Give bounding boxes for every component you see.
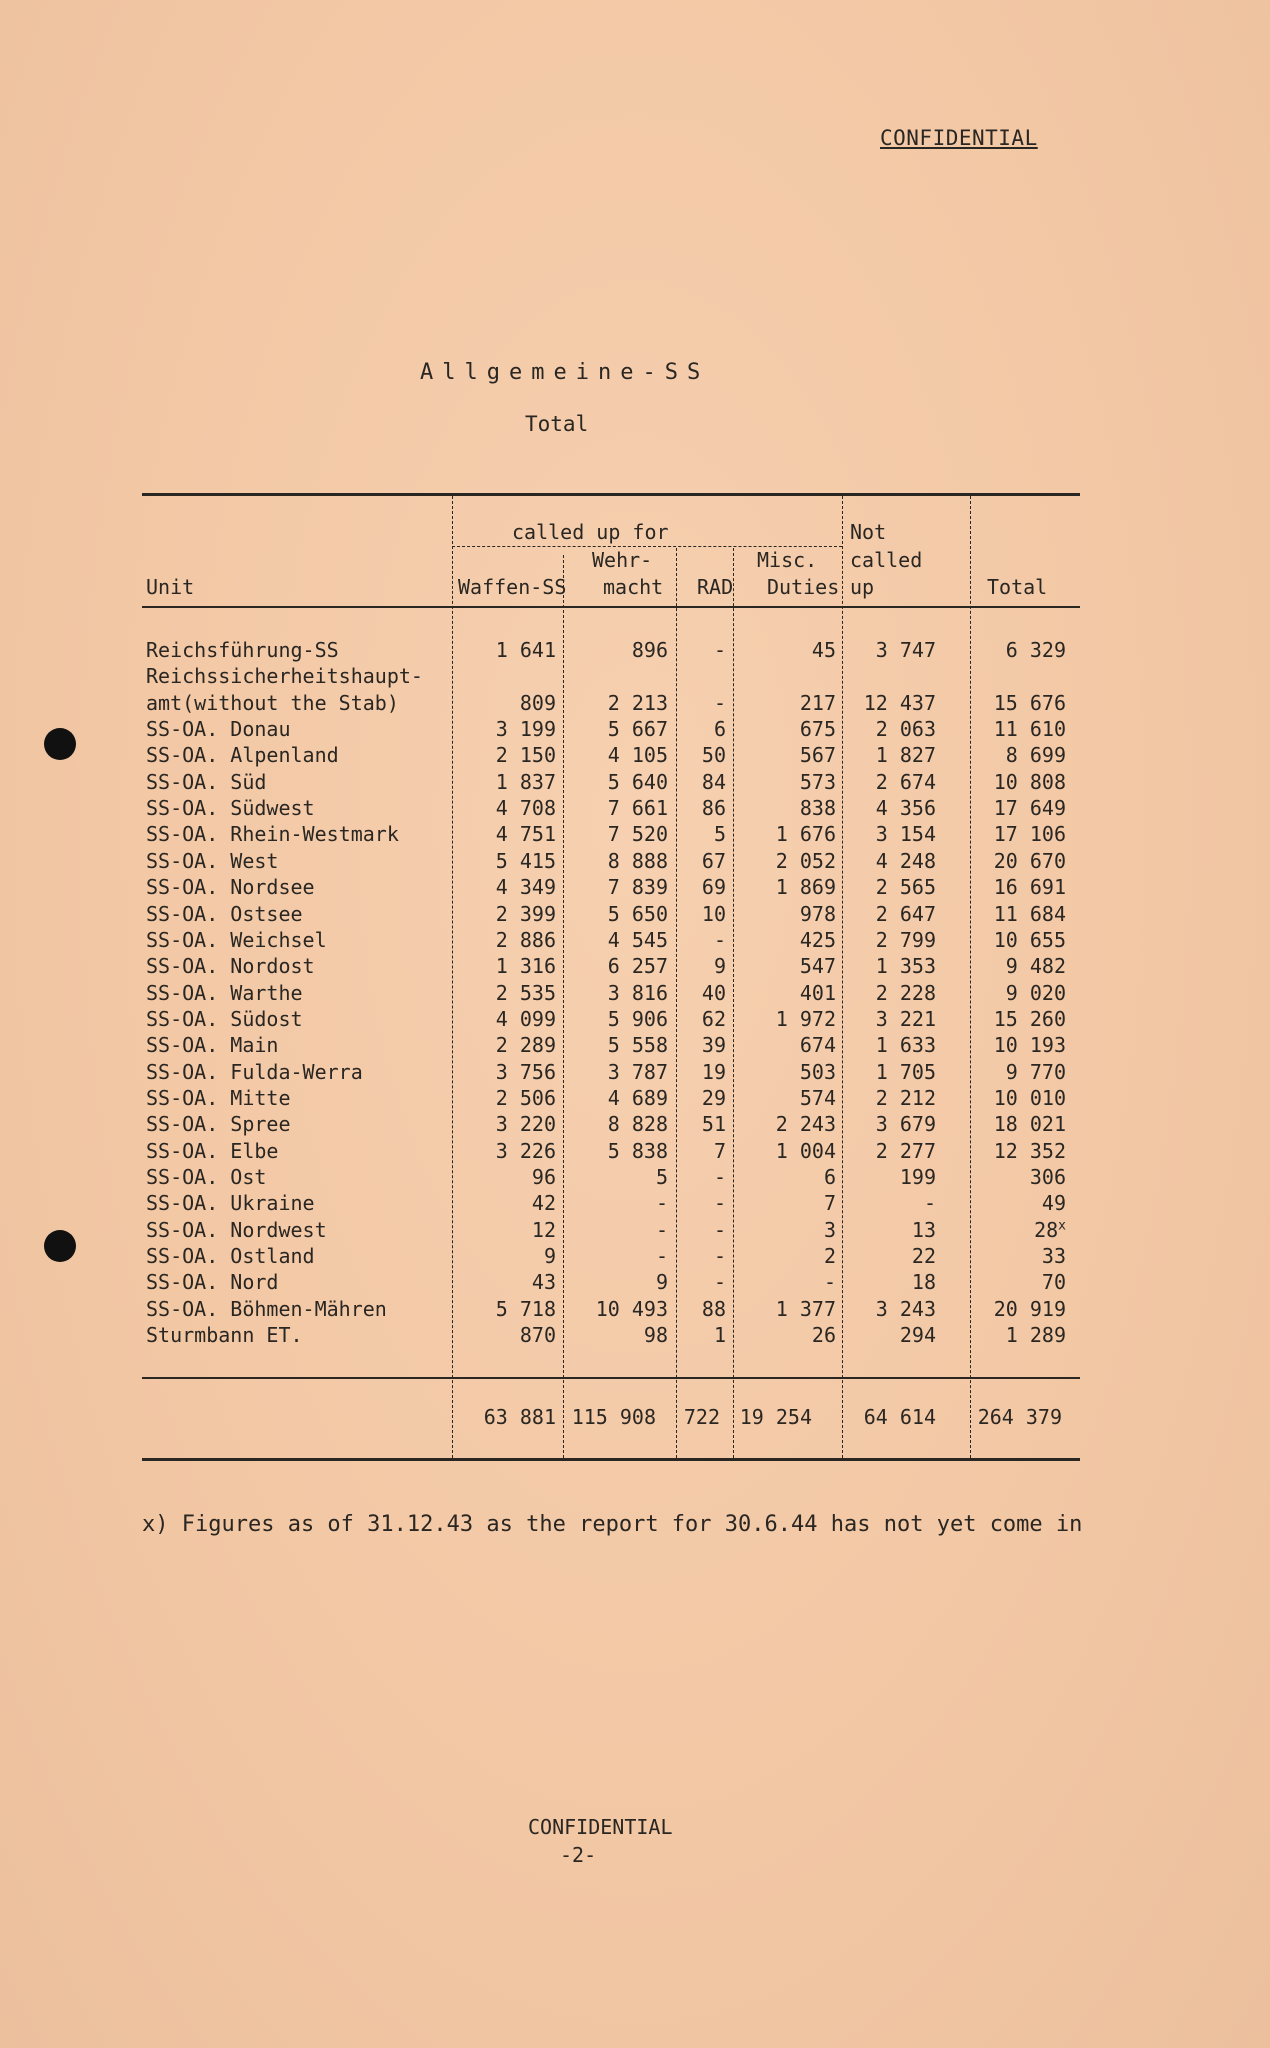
document-subtitle: Total — [525, 412, 589, 436]
cell-waffen-ss: 3 756 — [495, 1059, 556, 1084]
cell-rad: 84 — [701, 769, 726, 794]
cell-rad: 67 — [701, 848, 726, 873]
row-unit: SS-OA. Südost — [146, 1006, 303, 1031]
header-waffen-ss: Waffen-SS — [458, 575, 567, 599]
cell-not-called: 1 633 — [875, 1033, 936, 1058]
cell-waffen-ss: 2 150 — [495, 743, 556, 768]
cell-rad: 39 — [701, 1033, 726, 1058]
cell-wehrmacht: - — [655, 1244, 668, 1269]
footnote: x) Figures as of 31.12.43 as the report for 30.6.44 has not yet come in — [142, 1512, 1083, 1537]
cell-misc: 838 — [799, 796, 836, 821]
row-unit: SS-OA. Süd — [146, 769, 267, 794]
row-unit: SS-OA. Weichsel — [146, 927, 327, 952]
cell-misc: 7 — [823, 1191, 836, 1216]
classification-header: CONFIDENTIAL — [880, 126, 1038, 150]
page-number: -2- — [560, 1843, 597, 1867]
row-unit: SS-OA. Ostsee — [146, 901, 303, 926]
classification-footer: CONFIDENTIAL — [528, 1815, 673, 1839]
header-not-called-3: up — [850, 575, 875, 599]
row-unit: SS-OA. Elbe — [146, 1138, 279, 1163]
cell-waffen-ss: 3 220 — [495, 1112, 556, 1137]
header-unit: Unit — [146, 575, 195, 599]
cell-total: 28$^x$ — [1034, 1217, 1066, 1242]
cell-wehrmacht: 4 545 — [607, 927, 668, 952]
cell-not-called: 2 565 — [875, 875, 936, 900]
header-total: Total — [987, 575, 1048, 599]
cell-waffen-ss: 12 — [531, 1217, 556, 1242]
total-waffen-ss: 63 881 — [483, 1405, 556, 1429]
cell-wehrmacht: 5 906 — [607, 1006, 668, 1031]
row-unit: SS-OA. Main — [146, 1033, 279, 1058]
cell-rad: 5 — [713, 822, 726, 847]
cell-misc: 217 — [799, 690, 836, 715]
cell-total: 9 482 — [1005, 954, 1066, 979]
cell-misc: 2 243 — [775, 1112, 836, 1137]
cell-not-called: 2 799 — [875, 927, 936, 952]
cell-misc: 1 377 — [775, 1296, 836, 1321]
cell-wehrmacht: 7 520 — [607, 822, 668, 847]
cell-waffen-ss: 43 — [531, 1270, 556, 1295]
cell-waffen-ss: 4 751 — [495, 822, 556, 847]
cell-misc: 425 — [799, 927, 836, 952]
cell-misc: 2 — [823, 1244, 836, 1269]
row-unit: SS-OA. Böhmen-Mähren — [146, 1296, 387, 1321]
cell-rad: 40 — [701, 980, 726, 1005]
cell-wehrmacht: 4 105 — [607, 743, 668, 768]
table-body-rule — [142, 1377, 1080, 1379]
row-unit: Reichsführung-SS — [146, 638, 339, 662]
cell-rad: 69 — [701, 875, 726, 900]
cell-waffen-ss: 4 099 — [495, 1006, 556, 1031]
cell-rad: - — [713, 1270, 726, 1295]
cell-rad: 62 — [701, 1006, 726, 1031]
cell-misc: 547 — [799, 954, 836, 979]
cell-misc: 6 — [823, 1165, 836, 1189]
header-misc-2: Duties — [767, 575, 840, 599]
divider-rad — [733, 548, 734, 1458]
cell-wehrmacht: 9 — [655, 1270, 668, 1295]
cell-misc: 45 — [811, 638, 836, 662]
cell-total: 306 — [1029, 1165, 1066, 1189]
cell-misc: 2 052 — [775, 848, 836, 873]
cell-wehrmacht: 5 640 — [607, 769, 668, 794]
cell-misc: - — [823, 1270, 836, 1295]
cell-misc: 675 — [799, 717, 836, 742]
row-unit: SS-OA. Nord — [146, 1270, 279, 1295]
cell-not-called: 3 221 — [875, 1006, 936, 1031]
row-unit: SS-OA. Rhein-Westmark — [146, 822, 399, 847]
cell-rad: - — [713, 1165, 726, 1189]
cell-wehrmacht: 3 787 — [607, 1059, 668, 1084]
cell-misc: 401 — [799, 980, 836, 1005]
cell-misc: 573 — [799, 769, 836, 794]
row-unit: SS-OA. West — [146, 848, 279, 873]
group-header-rule — [452, 546, 842, 547]
header-wehrmacht-1: Wehr- — [592, 548, 653, 572]
table-header-rule — [142, 606, 1080, 608]
cell-waffen-ss: 870 — [519, 1323, 556, 1348]
cell-total: 15 676 — [993, 690, 1066, 715]
divider-misc — [842, 496, 843, 1458]
cell-total: 9 770 — [1005, 1059, 1066, 1084]
cell-not-called: 2 277 — [875, 1138, 936, 1163]
row-unit: SS-OA. Mitte — [146, 1085, 291, 1110]
cell-waffen-ss: 2 886 — [495, 927, 556, 952]
cell-misc: 1 972 — [775, 1006, 836, 1031]
cell-not-called: - — [923, 1191, 936, 1216]
cell-wehrmacht: 5 558 — [607, 1033, 668, 1058]
cell-waffen-ss: 2 506 — [495, 1085, 556, 1110]
cell-misc: 978 — [799, 901, 836, 926]
total-not-called: 64 614 — [863, 1405, 936, 1429]
cell-not-called: 3 154 — [875, 822, 936, 847]
cell-rad: 1 — [713, 1323, 726, 1348]
header-not-called-1: Not — [850, 520, 887, 544]
cell-wehrmacht: 98 — [643, 1323, 668, 1348]
row-unit: SS-OA. Fulda-Werra — [146, 1059, 363, 1084]
cell-waffen-ss: 2 289 — [495, 1033, 556, 1058]
divider-waffen — [563, 555, 564, 1458]
cell-rad: 50 — [701, 743, 726, 768]
cell-wehrmacht: 6 257 — [607, 954, 668, 979]
row-unit: SS-OA. Nordost — [146, 954, 315, 979]
cell-wehrmacht: - — [655, 1191, 668, 1216]
cell-total: 12 352 — [993, 1138, 1066, 1163]
cell-not-called: 12 437 — [863, 690, 936, 715]
total-wehrmacht: 115 908 — [571, 1405, 656, 1429]
cell-not-called: 2 674 — [875, 769, 936, 794]
divider-not-called — [970, 496, 971, 1458]
header-not-called-2: called — [850, 548, 923, 572]
cell-rad: - — [713, 1244, 726, 1269]
cell-total: 15 260 — [993, 1006, 1066, 1031]
cell-total: 6 329 — [1005, 638, 1066, 662]
row-unit: SS-OA. Ost — [146, 1165, 267, 1189]
cell-total: 10 655 — [993, 927, 1066, 952]
cell-not-called: 2 647 — [875, 901, 936, 926]
cell-wehrmacht: 5 650 — [607, 901, 668, 926]
table-top-rule — [142, 493, 1080, 496]
cell-waffen-ss: 5 718 — [495, 1296, 556, 1321]
cell-misc: 503 — [799, 1059, 836, 1084]
cell-total: 33 — [1041, 1244, 1066, 1269]
cell-total: 11 684 — [993, 901, 1066, 926]
cell-not-called: 4 356 — [875, 796, 936, 821]
cell-not-called: 1 705 — [875, 1059, 936, 1084]
cell-rad: 88 — [701, 1296, 726, 1321]
row-unit: SS-OA. Spree — [146, 1112, 291, 1137]
cell-rad: 9 — [713, 954, 726, 979]
row-unit: SS-OA. Südwest — [146, 796, 315, 821]
table-bottom-rule — [142, 1458, 1080, 1461]
cell-waffen-ss: 4 708 — [495, 796, 556, 821]
cell-total: 49 — [1041, 1191, 1066, 1216]
cell-not-called: 13 — [911, 1217, 936, 1242]
cell-wehrmacht: 896 — [631, 638, 668, 662]
cell-misc: 1 869 — [775, 875, 836, 900]
cell-not-called: 2 063 — [875, 717, 936, 742]
cell-wehrmacht: 8 888 — [607, 848, 668, 873]
cell-wehrmacht: 5 667 — [607, 717, 668, 742]
cell-misc: 26 — [811, 1323, 836, 1348]
footnote-marker: x — [1058, 1218, 1066, 1234]
cell-rad: - — [713, 690, 726, 715]
cell-misc: 574 — [799, 1085, 836, 1110]
cell-rad: - — [713, 1191, 726, 1216]
cell-total: 10 193 — [993, 1033, 1066, 1058]
row-unit: Sturmbann ET. — [146, 1323, 303, 1348]
cell-rad: 19 — [701, 1059, 726, 1084]
cell-waffen-ss: 42 — [531, 1191, 556, 1216]
cell-not-called: 1 353 — [875, 954, 936, 979]
punch-hole-upper — [44, 728, 76, 760]
cell-total: 70 — [1041, 1270, 1066, 1295]
cell-wehrmacht: 8 828 — [607, 1112, 668, 1137]
row-unit: SS-OA. Warthe — [146, 980, 303, 1005]
header-called-up-for: called up for — [512, 520, 669, 544]
cell-total: 10 010 — [993, 1085, 1066, 1110]
cell-total: 10 808 — [993, 769, 1066, 794]
cell-rad: 7 — [713, 1138, 726, 1163]
cell-wehrmacht: 3 816 — [607, 980, 668, 1005]
header-misc-1: Misc. — [757, 548, 818, 572]
row-unit: SS-OA. Alpenland — [146, 743, 339, 768]
cell-waffen-ss: 3 226 — [495, 1138, 556, 1163]
cell-misc: 3 — [823, 1217, 836, 1242]
cell-not-called: 3 243 — [875, 1296, 936, 1321]
cell-wehrmacht: 10 493 — [595, 1296, 668, 1321]
cell-waffen-ss: 5 415 — [495, 848, 556, 873]
cell-not-called: 3 747 — [875, 638, 936, 662]
cell-total: 16 691 — [993, 875, 1066, 900]
cell-waffen-ss: 4 349 — [495, 875, 556, 900]
cell-rad: - — [713, 927, 726, 952]
cell-wehrmacht: 5 — [655, 1165, 668, 1189]
cell-not-called: 1 827 — [875, 743, 936, 768]
divider-wehrmacht — [676, 548, 677, 1458]
cell-total: 17 649 — [993, 796, 1066, 821]
cell-rad: - — [713, 1217, 726, 1242]
cell-not-called: 199 — [899, 1165, 936, 1189]
row-unit: SS-OA. Ostland — [146, 1244, 315, 1269]
cell-misc: 567 — [799, 743, 836, 768]
cell-waffen-ss: 9 — [543, 1244, 556, 1269]
total-rad: 722 — [683, 1405, 720, 1429]
cell-total: 8 699 — [1005, 743, 1066, 768]
cell-misc: 1 004 — [775, 1138, 836, 1163]
cell-not-called: 4 248 — [875, 848, 936, 873]
divider-unit — [452, 496, 453, 1458]
row-unit: Reichssicherheitshaupt- — [146, 664, 423, 689]
cell-not-called: 18 — [911, 1270, 936, 1295]
header-wehrmacht-2: macht — [603, 575, 664, 599]
row-unit: SS-OA. Nordwest — [146, 1217, 327, 1242]
cell-total: 9 020 — [1005, 980, 1066, 1005]
cell-rad: 10 — [701, 901, 726, 926]
cell-wehrmacht: 5 838 — [607, 1138, 668, 1163]
cell-not-called: 3 679 — [875, 1112, 936, 1137]
cell-waffen-ss: 3 199 — [495, 717, 556, 742]
cell-not-called: 294 — [899, 1323, 936, 1348]
total-misc: 19 254 — [739, 1405, 812, 1429]
document-title: Allgemeine-SS — [420, 360, 710, 385]
cell-total: 20 919 — [993, 1296, 1066, 1321]
cell-total: 11 610 — [993, 717, 1066, 742]
cell-wehrmacht: 4 689 — [607, 1085, 668, 1110]
cell-waffen-ss: 1 837 — [495, 769, 556, 794]
total-total: 264 379 — [977, 1405, 1062, 1429]
cell-waffen-ss: 96 — [531, 1165, 556, 1189]
cell-waffen-ss: 1 641 — [495, 638, 556, 662]
cell-rad: - — [713, 638, 726, 662]
cell-misc: 674 — [799, 1033, 836, 1058]
cell-waffen-ss: 809 — [519, 690, 556, 715]
cell-rad: 29 — [701, 1085, 726, 1110]
cell-waffen-ss: 1 316 — [495, 954, 556, 979]
cell-wehrmacht: 7 839 — [607, 875, 668, 900]
cell-total: 1 289 — [1005, 1323, 1066, 1348]
cell-rad: 86 — [701, 796, 726, 821]
cell-total: 17 106 — [993, 822, 1066, 847]
cell-total: 20 670 — [993, 848, 1066, 873]
row-unit: SS-OA. Nordsee — [146, 875, 315, 900]
cell-wehrmacht: - — [655, 1217, 668, 1242]
cell-total: 18 021 — [993, 1112, 1066, 1137]
cell-wehrmacht: 2 213 — [607, 690, 668, 715]
row-unit: SS-OA. Ukraine — [146, 1191, 315, 1216]
cell-wehrmacht: 7 661 — [607, 796, 668, 821]
cell-not-called: 22 — [911, 1244, 936, 1269]
row-unit: SS-OA. Donau — [146, 717, 291, 742]
cell-not-called: 2 228 — [875, 980, 936, 1005]
cell-misc: 1 676 — [775, 822, 836, 847]
row-unit: amt(without the Stab) — [146, 690, 399, 715]
cell-rad: 51 — [701, 1112, 726, 1137]
punch-hole-lower — [44, 1230, 76, 1262]
header-rad: RAD — [697, 575, 734, 599]
cell-rad: 6 — [713, 717, 726, 742]
cell-not-called: 2 212 — [875, 1085, 936, 1110]
cell-waffen-ss: 2 399 — [495, 901, 556, 926]
cell-waffen-ss: 2 535 — [495, 980, 556, 1005]
